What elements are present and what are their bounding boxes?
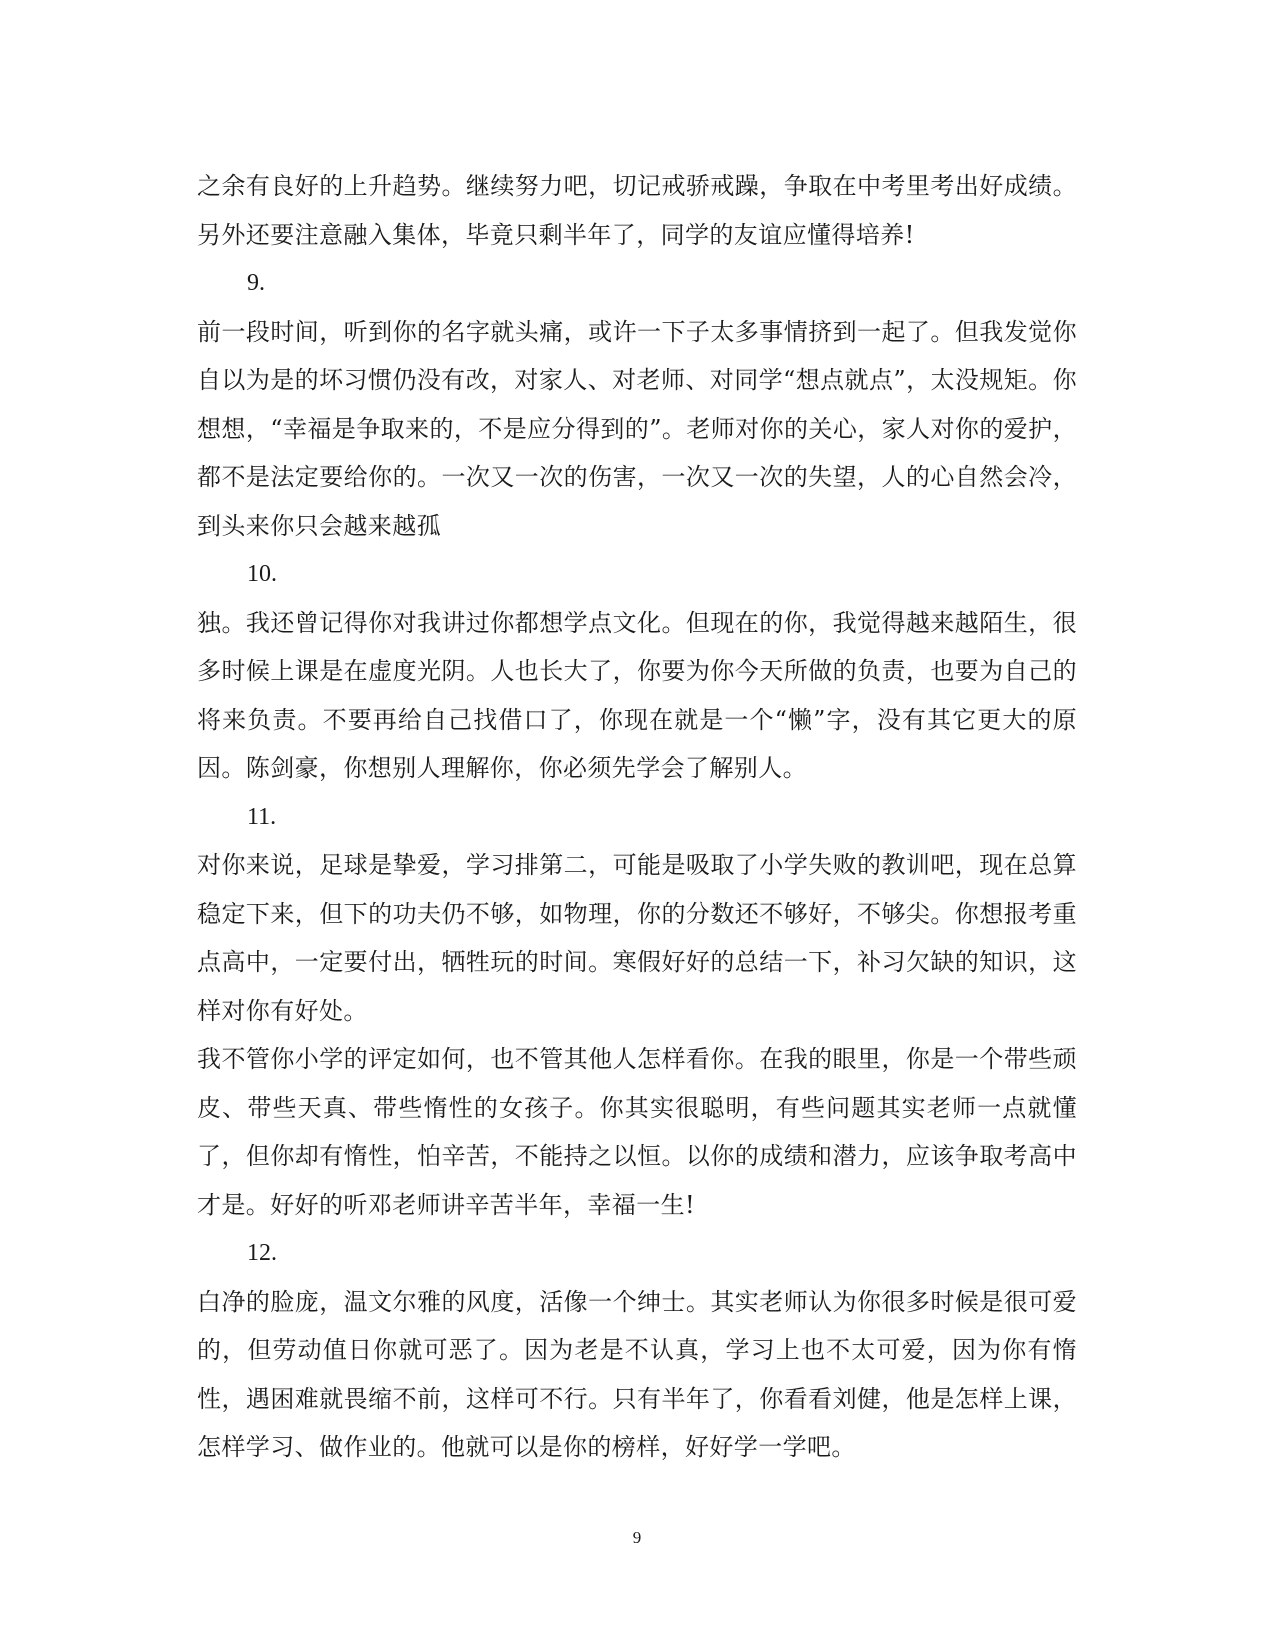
paragraph: 独。我还曾记得你对我讲过你都想学点文化。但现在的你，我觉得越来越陌生，很多时候上课是在虚度光阴。人也长大了，你要为你今天所做的负责，也要为自己的将来负责。不要再给自己找借口了，你现在就是一个“懒”字，没有其它更大的原因。陈剑豪，你想别人理解你，你必须先学会了解别人。 <box>197 608 1077 782</box>
item-number: 11. <box>247 803 277 830</box>
paragraph: 白净的脸庞，温文尔雅的风度，活像一个绅士。其实老师认为你很多时候是很可爱的，但劳动值日你就可恶了。因为老是不认真，学习上也不太可爱，因为你有惰性，遇困难就畏缩不前，这样可不行。只有半年了，你看看刘健，他是怎样上课，怎样学习、做作业的。他就可以是你的榜样，好好学一学吧。 <box>197 1287 1077 1461</box>
paragraph: 对你来说，足球是挚爱，学习排第二，可能是吸取了小学失败的教训吧，现在总算稳定下来，但下的功夫仍不够，如物理，你的分数还不够好，不够尖。你想报考重点高中，一定要付出，牺牲玩的时间。寒假好好的总结一下，补习欠缺的知识，这样对你有好处。 <box>197 851 1077 1025</box>
item-number: 10. <box>247 561 277 587</box>
item-number: 12. <box>247 1240 277 1266</box>
item-number: 9. <box>247 270 265 296</box>
page-number: 9 <box>632 1528 642 1547</box>
document-body <box>197 162 1077 1472</box>
paragraph: 前一段时间，听到你的名字就头痛，或许一下子太多事情挤到一起了。但我发觉你自以为是的坏习惯仍没有改，对家人、对老师、对同学“想点就点”，太没规矩。你想想，“幸福是争取来的，不是应分得到的”。老师对你的关心，家人对你的爱护，都不是法定要给你的。一次又一次的伤害，一次又一次的失望，人的心自然会冷，到头来你只会越来越孤 <box>197 317 1077 540</box>
paragraph: 我不管你小学的评定如何，也不管其他人怎样看你。在我的眼里，你是一个带些顽皮、带些天真、带些惰性的女孩子。你其实很聪明，有些问题其实老师一点就懂了，但你却有惰性，怕辛苦，不能持之以恒。以你的成绩和潜力，应该争取考高中才是。好好的听邓老师讲辛苦半年，幸福一生! <box>197 1045 1077 1219</box>
paragraph: 之余有良好的上升趋势。继续努力吧，切记戒骄戒躁，争取在中考里考出好成绩。另外还要注意融入集体，毕竟只剩半年了，同学的友谊应懂得培养! <box>197 172 1077 249</box>
